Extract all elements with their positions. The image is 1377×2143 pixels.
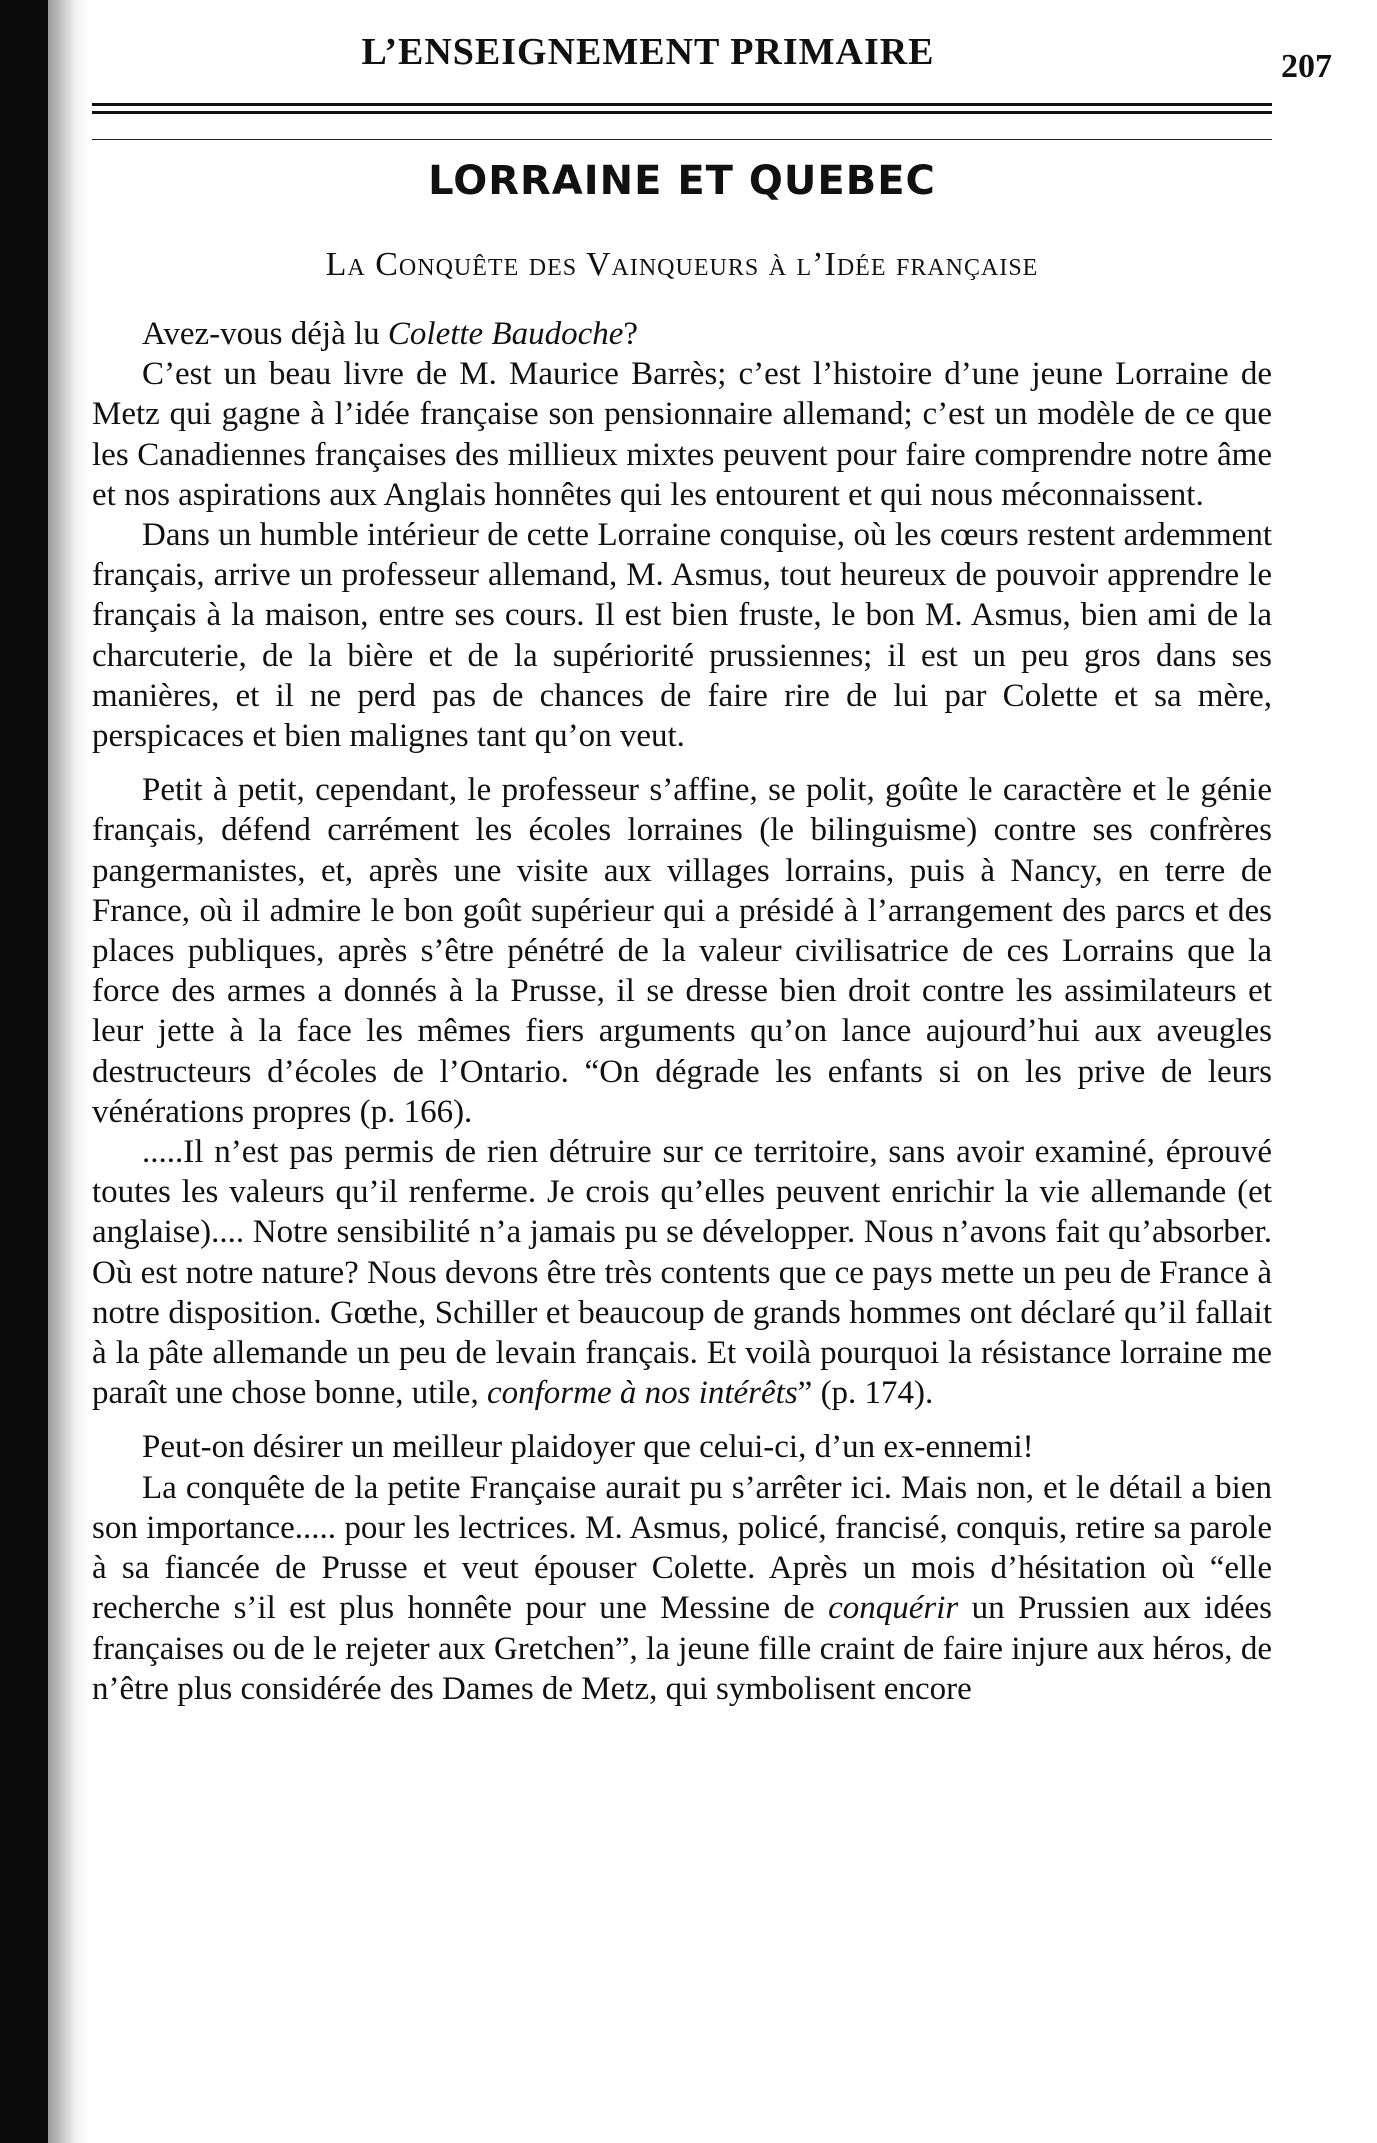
running-head [92, 30, 1332, 85]
paragraph-4: Petit à petit, cependant, le professeur s’affine, se polit, goûte le caractère et le génie français, défend carrément les écoles lorraines (le bilinguisme) contre ses confrères pangermanistes, et, après une visite aux villages lorrains, puis à Nancy, en terre de France, où il admire le bon goût supérieur qui a présidé à l’arrangement des parcs et des places publiques, après s’être pénétré de la valeur civilisatrice de ces Lorrains que la force des armes a donnés à la Prusse, il se dresse bien droit contre les assimilateurs et leur jette à la face les mêmes fiers arguments qu’on lance aujourd’hui aux aveugles destructeurs d’écoles de l’Ontario. “On dégrade les enfants si on les prive de leurs vénérations propres (p. 166). [92, 772, 1272, 1130]
paragraph-7-text: La conquête de la petite Française aurait pu s’arrêter ici. Mais non, et le détail a bien son importance..... pour les lectrices. M. Asmus, policé, francisé, conquis, retire sa parole à sa fiancée de Prusse et veut épouser Colette. Après un mois d’hésitation où “elle recherche s’il est plus honnête pour une Messine de [92, 1469, 1272, 1627]
paragraph-5-quote [92, 1132, 1272, 1413]
paragraph-7 [92, 1468, 1272, 1709]
paragraph-1 [92, 314, 1272, 354]
book-title-italic: Colette Baudoche [387, 316, 624, 352]
header-rule-top [92, 103, 1272, 106]
paragraph-3: Dans un humble intérieur de cette Lorraine conquise, où les cœurs restent ardemment français, arrive un professeur allemand, M. Asmus, tout heureux de pouvoir apprendre le français à la maison, entre ses cours. Il est bien fruste, le bon M. Asmus, bien ami de la charcuterie, de la bière et de la supériorité prussiennes; il est un peu gros dans ses manières, et il ne perd pas de chances de faire rire de lui par Colette et sa mère, perspicaces et bien malignes tant qu’on veut. [92, 517, 1272, 755]
journal-title: L’ENSEIGNEMENT PRIMAIRE [361, 31, 935, 73]
paragraph-7-end: un Prussien aux idées françaises ou de le rejeter aux Gretchen”, la jeune fille craint de faire injure aux héros, de n’être plus considérée des Dames de Metz, qui symbolisent encore [92, 1590, 1272, 1707]
paragraph-1-text: Avez-vous déjà lu [142, 316, 388, 352]
paragraph-2: C’est un beau livre de M. Maurice Barrès; c’est l’histoire d’une jeune Lorraine de Metz qui gagne à l’idée française son pensionnaire allemand; c’est un modèle de ce que les Canadiennes françaises des millieux mixtes peuvent pour faire comprendre notre âme et nos aspirations aux Anglais honnêtes qui les entourent et qui nous méconnaissent. [92, 356, 1272, 513]
header-rule-bottom [92, 139, 1272, 140]
paragraph-5-end: ” (p. 174). [797, 1375, 934, 1412]
paragraph-7-italic: conquérir [828, 1590, 959, 1627]
article-body [92, 314, 1272, 1709]
article-title: LORRAINE ET QUEBEC [428, 158, 936, 204]
book-binding-edge [0, 0, 48, 2143]
paragraph-5-text: .....Il n’est pas permis de rien détruire sur ce territoire, sans avoir examiné, éprouvé toutes les valeurs qu’il renferme. Je crois qu’elles peuvent enrichir la vie allemande (et anglaise).... Notre sensibilité n’a jamais pu se développer. Nous n’avons fait qu’absorber. Où est notre nature? Nous devons être très contents que ce pays mette un peu de France à notre disposition. Gœthe, Schiller et beaucoup de grands hommes ont déclaré qu’il fallait à la pâte allemande un peu de levain français. Et voilà pourquoi la résistance lorraine me paraît une chose bonne, utile, [92, 1134, 1272, 1412]
paragraph-1-end: ? [623, 316, 639, 352]
book-page [92, 0, 1332, 2143]
gutter-shadow [48, 0, 88, 2143]
header-rule-middle [92, 111, 1272, 114]
article-subtitle: La Conquête des Vainqueurs à l’Idée française [325, 246, 1039, 283]
page-number: 207 [1281, 48, 1332, 85]
paragraph-5-italic: conforme à nos intérêts [486, 1375, 798, 1412]
paragraph-6: Peut-on désirer un meilleur plaidoyer que celui-ci, d’un ex-ennemi! [142, 1429, 1034, 1466]
